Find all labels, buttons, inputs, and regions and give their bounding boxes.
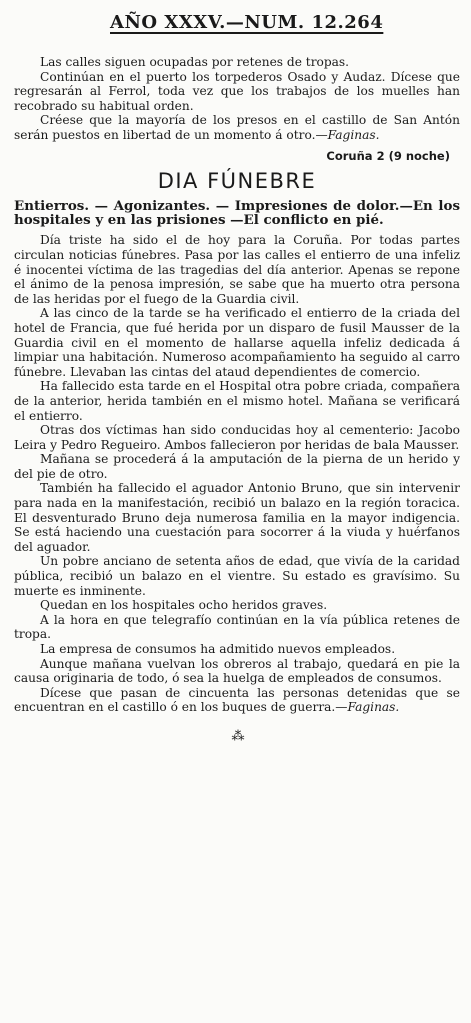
paragraph-4: Otras dos víctimas han sido conducidas hoy al cementerio: Jacobo Leira y Pedro Regueiro. Ambos fallecieron por heridas de bala Mausser. [14, 423, 460, 452]
issue-header: AÑO XXXV.—NUM. 12.264 [110, 12, 384, 33]
article-column [14, 55, 460, 744]
paragraph-12 [14, 686, 460, 715]
paragraph-3: Ha fallecido esta tarde en el Hospital otra pobre criada, compañera de la anterior, herida también en el mismo hotel. Mañana se verificará el entierro. [14, 379, 460, 423]
paragraph-11: Aunque mañana vuelvan los obreros al trabajo, quedará en pie la causa originaria de todo, ó sea la huelga de empleados de consumos. [14, 656, 460, 686]
paragraph-8: Quedan en los hospitales ocho heridos graves. [40, 598, 328, 613]
top-paragraph-1: Las calles siguen ocupadas por retenes de tropas. [40, 55, 350, 69]
ornament-glyph: ⁂ [231, 728, 243, 744]
subhead: Entierros. — Agonizantes. — Impresiones de dolor.—En los hospitales y en las prisiones —El conflicto en pié. [14, 197, 460, 228]
paragraph-2: A las cinco de la tarde se ha verificado el entierro de la criada del hotel de Francia, que fué herida por un disparo de fusil Mausser de la Guardia civil en el momento de hallarse aquella infeliz dedicada á limpiar una habitación. Numeroso acompañamiento ha seguido al carro fúnebre. Llevaban las cintas del ataud dependientes de comercio. [14, 306, 460, 379]
paragraph-9: A la hora en que telegrafío continúan en la vía pública retenes de tropa. [14, 612, 460, 642]
paragraph-5: Mañana se procederá á la amputación de la pierna de un herido y del pie de otro. [14, 452, 460, 481]
paragraph-12-text: Dícese que pasan de cincuenta las personas detenidas que se encuentran en el castillo ó en los buques de guerra.— [14, 685, 460, 715]
top-paragraph-3 [14, 113, 460, 142]
paragraph-10: La empresa de consumos ha admitido nuevos empleados. [40, 642, 396, 656]
top-paragraph-3-text: Créese que la mayoría de los presos en el castillo de San Antón serán puestos en libertad de un momento á otro.— [14, 113, 460, 142]
paragraph-1: Día triste ha sido el de hoy para la Coruña. Por todas partes circulan noticias fúnebres. Pasa por las calles el entierro de una infeliz é inocentei víctima de las tragedias del día anterior. Apenas se repone el ánimo de la penosa impresión, se sabe que ha muerto otra persona de las heridas por el fuego de la Guardia civil. [14, 233, 460, 306]
top-paragraph-2: Continúan en el puerto los torpederos Osado y Audaz. Dícese que regresarán al Ferrol, toda vez que los trabajos de los muelles han recobrado su habitual orden. [14, 69, 460, 113]
paragraph-7: Un pobre anciano de setenta años de edad, que vivía de la caridad pública, recibió un balazo en el vientre. Su estado es gravísimo. Su muerte es inminente. [14, 554, 460, 598]
paragraph-6: También ha fallecido el aguador Antonio Bruno, que sin intervenir para nada en la manifestación, recibió un balazo en la región toracica. El desventurado Bruno deja numerosa familia en la mayor indigencia. Se está haciendo una cuestación para socorrer á la viuda y huérfanos del aguador. [14, 481, 460, 554]
signature: Faginas. [347, 700, 400, 715]
headline: DIA FÚNEBRE [157, 168, 317, 193]
top-signature: Faginas. [327, 127, 380, 142]
dateline: Coruña 2 (9 noche) [326, 148, 450, 163]
